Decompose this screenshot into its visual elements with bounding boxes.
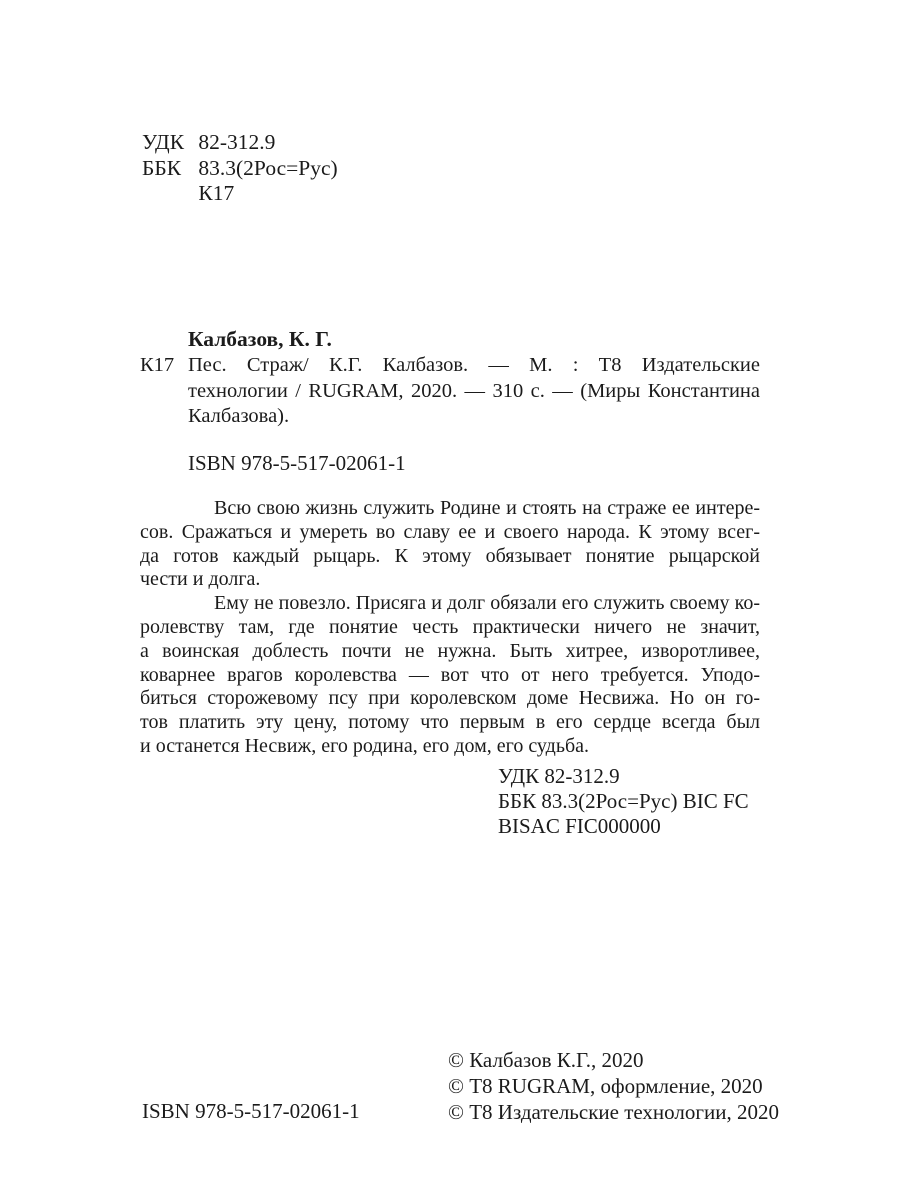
text-line: тов платить эту цену, потому что первым в его сердце всегда был bbox=[140, 711, 760, 734]
text-line: ролевству там, где понятие честь практически ничего не значит, bbox=[140, 615, 760, 638]
author-heading: Калбазов, К. Г. bbox=[188, 327, 332, 351]
text-line: Калбазова). bbox=[188, 405, 290, 428]
text-line: BISAC FIC000000 bbox=[498, 814, 661, 838]
copyright-block bbox=[448, 1047, 779, 1125]
author-code-value: К17 bbox=[198, 181, 235, 205]
text-line: и останется Несвиж, его родина, его дом, его судьба. bbox=[140, 734, 590, 757]
entry-text bbox=[188, 353, 760, 430]
bbk-label: ББК bbox=[142, 155, 182, 180]
text-line: да готов каждый рыцарь. К этому обязывает понятие рыцарской bbox=[140, 544, 760, 567]
text-line: © Т8 RUGRAM, оформление, 2020 bbox=[448, 1074, 763, 1098]
text-line: чести и долга. bbox=[140, 568, 261, 591]
text-line: биться сторожевому псу при королевском доме Несвижа. Но он го- bbox=[140, 687, 760, 710]
text-line: ББК 83.3(2Рос=Рус) BIC FC bbox=[498, 789, 749, 813]
text-line: сов. Сражаться и умереть во славу ее и своего народа. К этому всег- bbox=[140, 520, 760, 543]
text-line: коварнее врагов королевства — вот что от него требуется. Уподо- bbox=[140, 663, 760, 686]
entry-code: К17 bbox=[140, 354, 175, 376]
text-line: Ему не повезло. Присяга и долг обязали его служить своему ко- bbox=[214, 592, 760, 615]
udc-value: 82-312.9 bbox=[198, 130, 276, 154]
author-code-row bbox=[142, 181, 338, 207]
text-line: © Калбазов К.Г., 2020 bbox=[448, 1048, 644, 1072]
catalog-entry bbox=[140, 353, 760, 430]
text-line: © Т8 Издательские технологии, 2020 bbox=[448, 1100, 779, 1124]
annotation bbox=[140, 497, 760, 759]
text-line: Всю свою жизнь служить Родине и стоять на страже ее интере- bbox=[214, 497, 760, 519]
text-line: УДК 82-312.9 bbox=[498, 764, 620, 788]
udc-row bbox=[142, 130, 338, 156]
udc-top-block bbox=[142, 130, 338, 207]
udc-label: УДК bbox=[142, 130, 185, 154]
udc-footer-block bbox=[498, 764, 749, 839]
bbk-row bbox=[142, 156, 338, 182]
annotation-paragraph-2 bbox=[140, 592, 760, 759]
isbn-line: ISBN 978-5-517-02061-1 bbox=[188, 451, 406, 475]
text-line: Пес. Страж/ К.Г. Калбазов. — М. : Т8 Издательские bbox=[188, 354, 760, 376]
bbk-value: 83.3(2Рос=Рус) bbox=[198, 155, 338, 180]
annotation-paragraph-1 bbox=[140, 497, 760, 592]
text-line: а воинская доблесть почти не нужна. Быть хитрее, изворотливее, bbox=[140, 639, 760, 662]
footer-isbn: ISBN 978-5-517-02061-1 bbox=[142, 1099, 360, 1123]
text-line: технологии / RUGRAM, 2020. — 310 с. — (Миры Константина bbox=[188, 379, 760, 402]
